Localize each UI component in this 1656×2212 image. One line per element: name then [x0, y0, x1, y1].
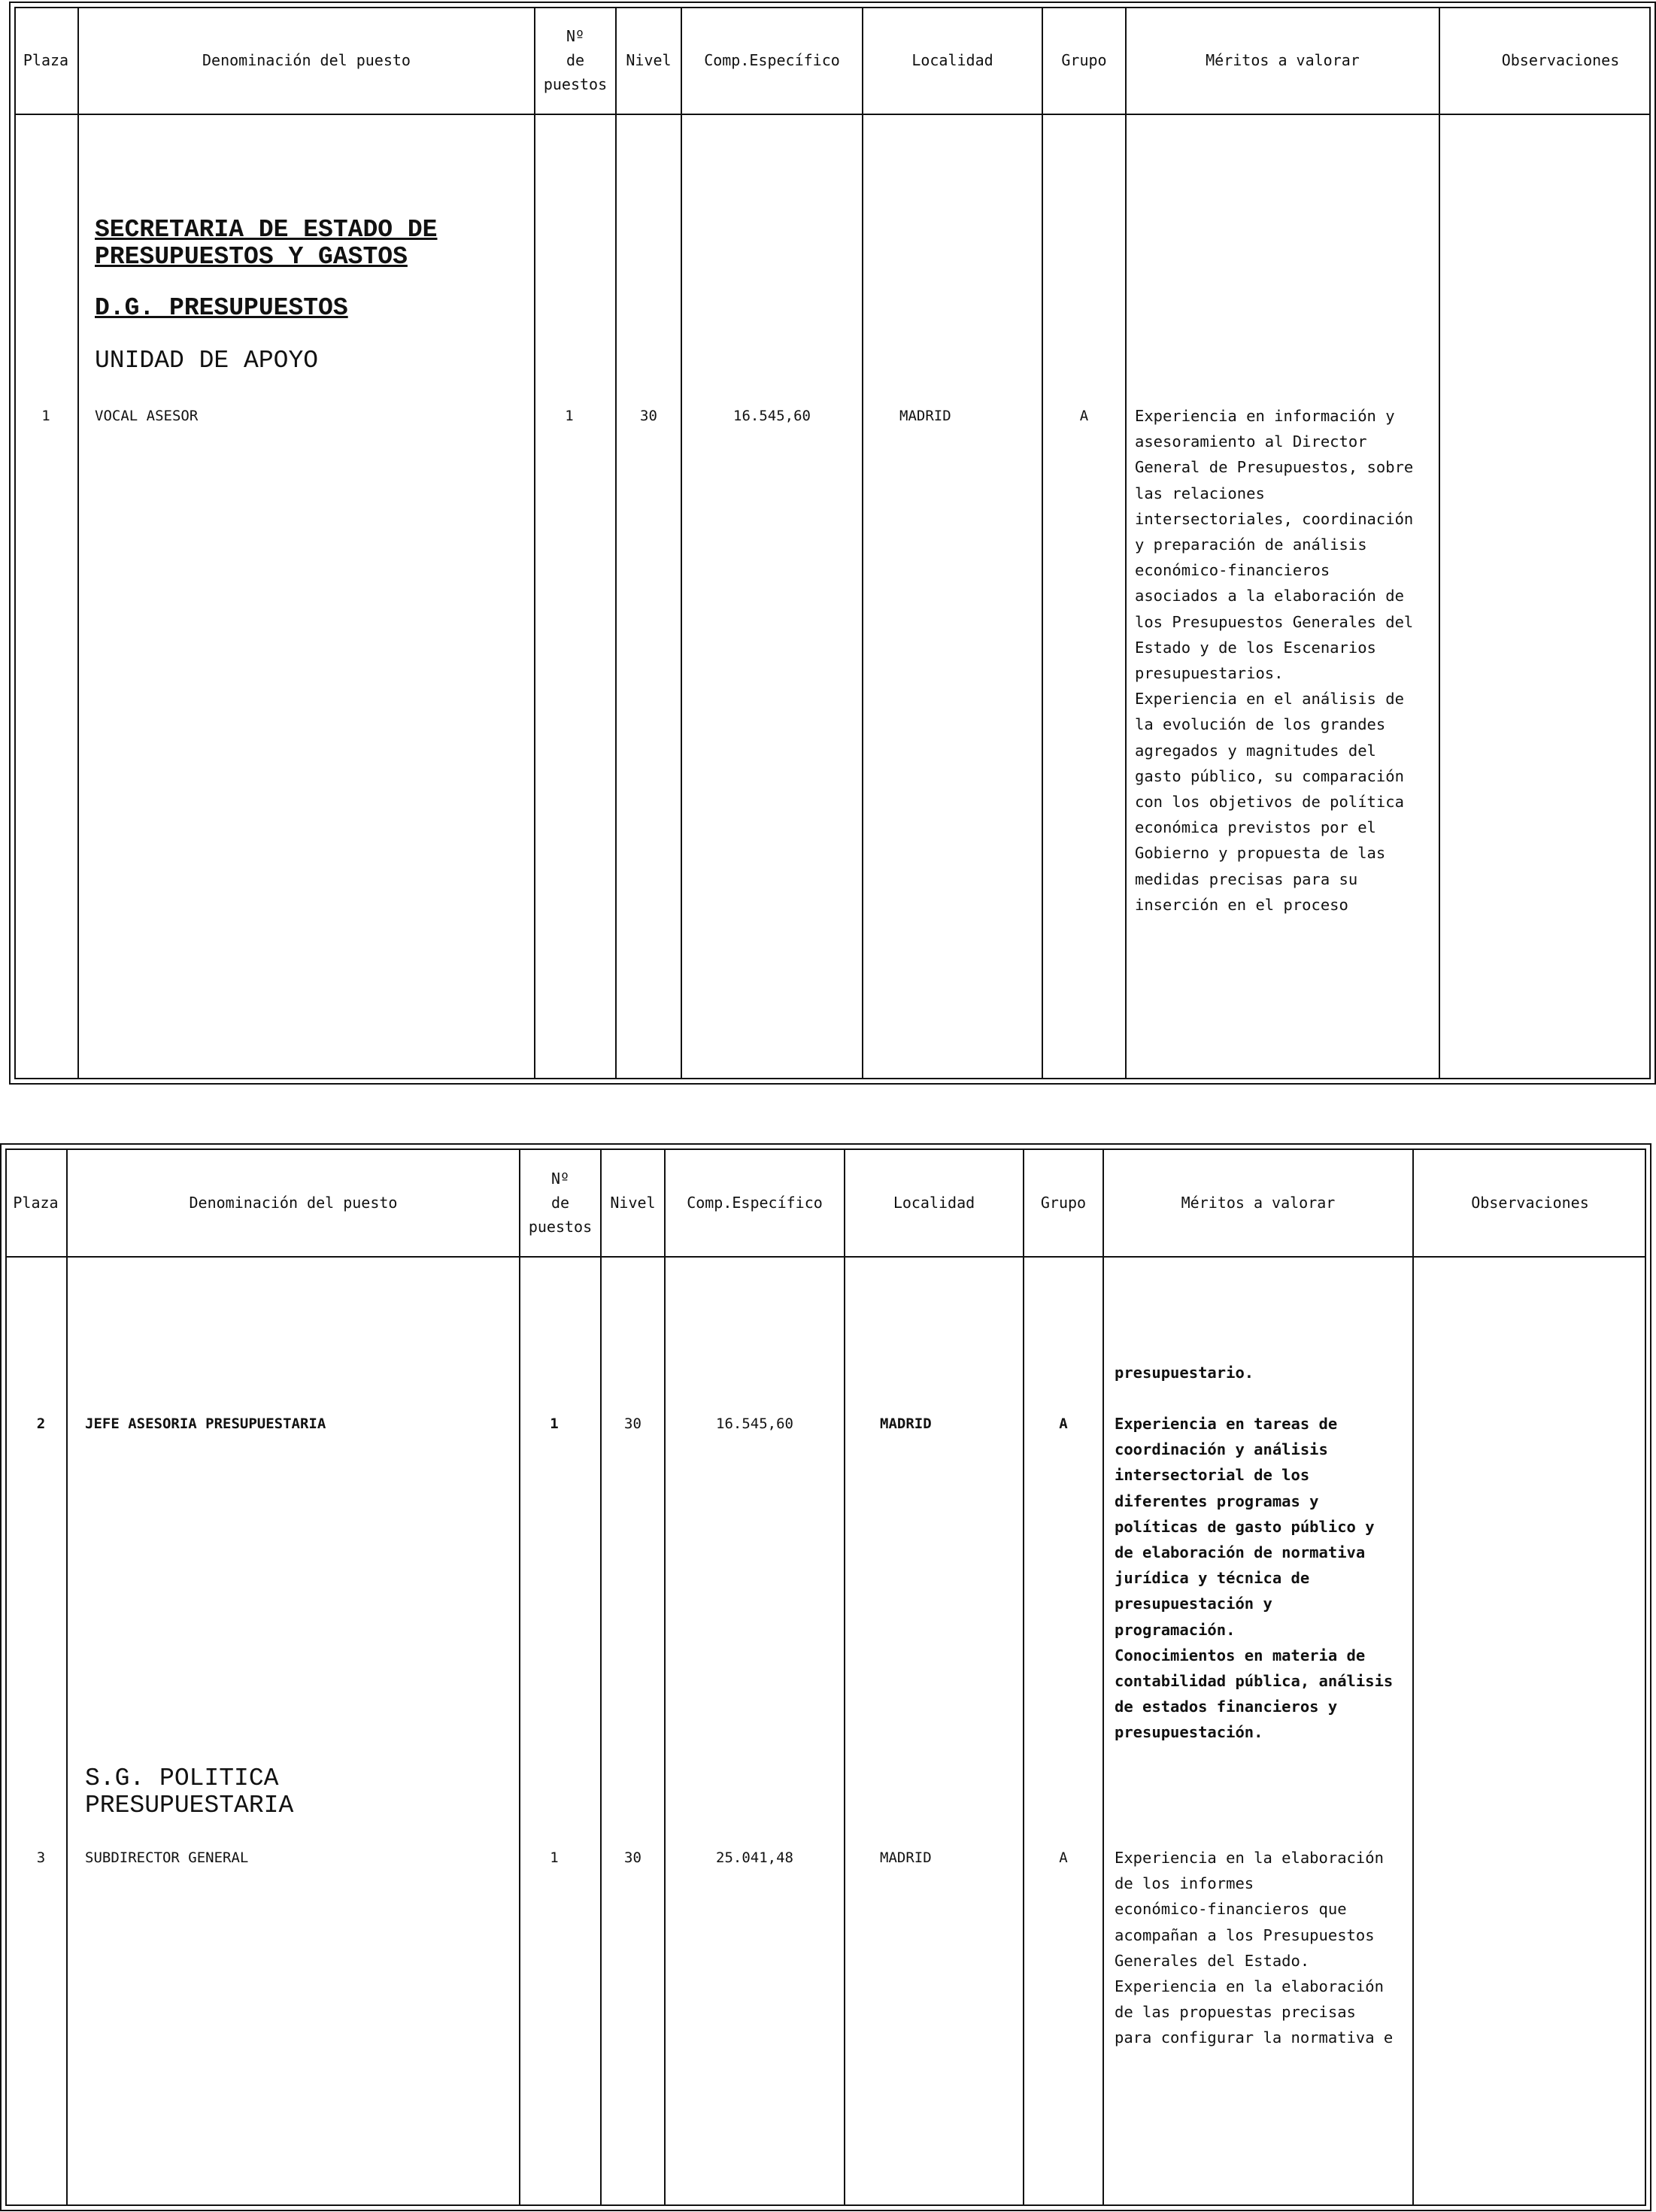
- col-divider: [1042, 7, 1043, 1079]
- section-unidad-apoyo: UNIDAD DE APOYO: [95, 347, 319, 375]
- header-denominacion: Denominación del puesto: [189, 1193, 398, 1212]
- section-sg-politica: S.G. POLITICA PRESUPUESTARIA: [85, 1764, 294, 1819]
- row-nivel: 30: [640, 408, 657, 424]
- section-dg-presupuestos: D.G. PRESUPUESTOS: [95, 294, 348, 322]
- header-meritos: Méritos a valorar: [1206, 51, 1360, 69]
- header-num-3: puestos: [543, 75, 608, 93]
- row-grupo: A: [1079, 408, 1089, 424]
- row-puesto: VOCAL ASESOR: [95, 408, 199, 424]
- header-num-puestos: [520, 1148, 600, 1256]
- header-comp: Comp.Específico: [704, 51, 840, 69]
- row-grupo: A: [1059, 1415, 1068, 1432]
- row-nivel: 30: [624, 1849, 641, 1866]
- header-plaza: Plaza: [13, 1193, 59, 1212]
- row-meritos-continued: presupuestario.: [1115, 1364, 1254, 1382]
- row-grupo: A: [1059, 1849, 1068, 1866]
- header-observaciones: Observaciones: [1471, 1193, 1589, 1212]
- col-divider: [1412, 1148, 1414, 2206]
- col-divider: [844, 1148, 845, 2206]
- row-plaza: 2: [36, 1415, 46, 1432]
- header-observaciones: Observaciones: [1501, 51, 1620, 69]
- header-localidad: Localidad: [911, 51, 993, 69]
- header-grupo: Grupo: [1040, 1193, 1087, 1212]
- row-nivel: 30: [624, 1415, 641, 1432]
- row-puesto: JEFE ASESORIA PRESUPUESTARIA: [85, 1415, 326, 1432]
- header-num-2: de: [550, 1193, 570, 1212]
- col-divider: [519, 1148, 520, 2206]
- header-num-1: Nº: [566, 27, 585, 45]
- header-nivel: Nivel: [626, 51, 672, 69]
- col-divider: [1102, 1148, 1104, 2206]
- header-nivel: Nivel: [610, 1193, 656, 1212]
- row-meritos: Experiencia en tareas de coordinación y análisis intersectorial de los diferentes programas y políticas de gasto público y de elaboración de normativa jurídica y técnica de presupuestación y programación. Conocimientos en materia de contabilidad pública, análisis de estados financieros y presupuestación.: [1115, 1415, 1394, 1742]
- header-grupo: Grupo: [1061, 51, 1107, 69]
- row-comp: 16.545,60: [733, 408, 811, 424]
- header-num-2: de: [566, 51, 585, 69]
- row-plaza: 3: [36, 1849, 46, 1866]
- col-divider: [664, 1148, 666, 2206]
- row-puesto: SUBDIRECTOR GENERAL: [85, 1849, 249, 1866]
- header-divider: [14, 114, 1651, 115]
- header-meritos: Méritos a valorar: [1181, 1193, 1336, 1212]
- row-num-puestos: 1: [550, 1415, 559, 1432]
- header-localidad: Localidad: [893, 1193, 975, 1212]
- col-divider: [681, 7, 682, 1079]
- header-num-3: puestos: [528, 1217, 593, 1236]
- row-num-puestos: 1: [565, 408, 574, 424]
- row-localidad: MADRID: [880, 1849, 932, 1866]
- col-divider: [615, 7, 617, 1079]
- row-num-puestos: 1: [550, 1849, 559, 1866]
- col-divider: [862, 7, 863, 1079]
- row-comp: 16.545,60: [716, 1415, 793, 1432]
- header-num-1: Nº: [550, 1169, 570, 1188]
- row-meritos: Experiencia en la elaboración de los informes económico-financieros que acompañan a los Presupuestos Generales del Estado. Experiencia en la elaboración de las propuestas precisas para configurar la normativa e: [1115, 1849, 1394, 2047]
- row-plaza: 1: [41, 408, 50, 424]
- col-divider: [1023, 1148, 1024, 2206]
- header-num-puestos: [535, 7, 615, 114]
- col-divider: [1125, 7, 1127, 1079]
- col-divider: [77, 7, 79, 1079]
- row-comp: 25.041,48: [716, 1849, 793, 1866]
- col-divider: [1439, 7, 1440, 1079]
- col-divider: [534, 7, 535, 1079]
- header-denominacion: Denominación del puesto: [202, 51, 411, 69]
- col-divider: [66, 1148, 68, 2206]
- header-plaza: Plaza: [23, 51, 69, 69]
- header-comp: Comp.Específico: [687, 1193, 823, 1212]
- row-meritos: Experiencia en información y asesoramiento al Director General de Presupuestos, sobre las relaciones intersectoriales, coordinación y preparación de análisis económico-financieros asociados a la elaboración de los Presupuestos Generales del Estado y de los Escenarios presupuestarios. Experiencia en el análisis de la evolución de los grandes agregados y magnitudes del gasto público, su comparación con los objetivos de política económica previstos por el Gobierno y propuesta de las medidas precisas para su inserción en el proceso: [1135, 407, 1414, 914]
- row-localidad: MADRID: [899, 408, 951, 424]
- header-divider: [5, 1256, 1646, 1258]
- section-secretaria: SECRETARIA DE ESTADO DE PRESUPUESTOS Y GASTOS: [95, 216, 438, 271]
- row-localidad: MADRID: [880, 1415, 932, 1432]
- col-divider: [600, 1148, 602, 2206]
